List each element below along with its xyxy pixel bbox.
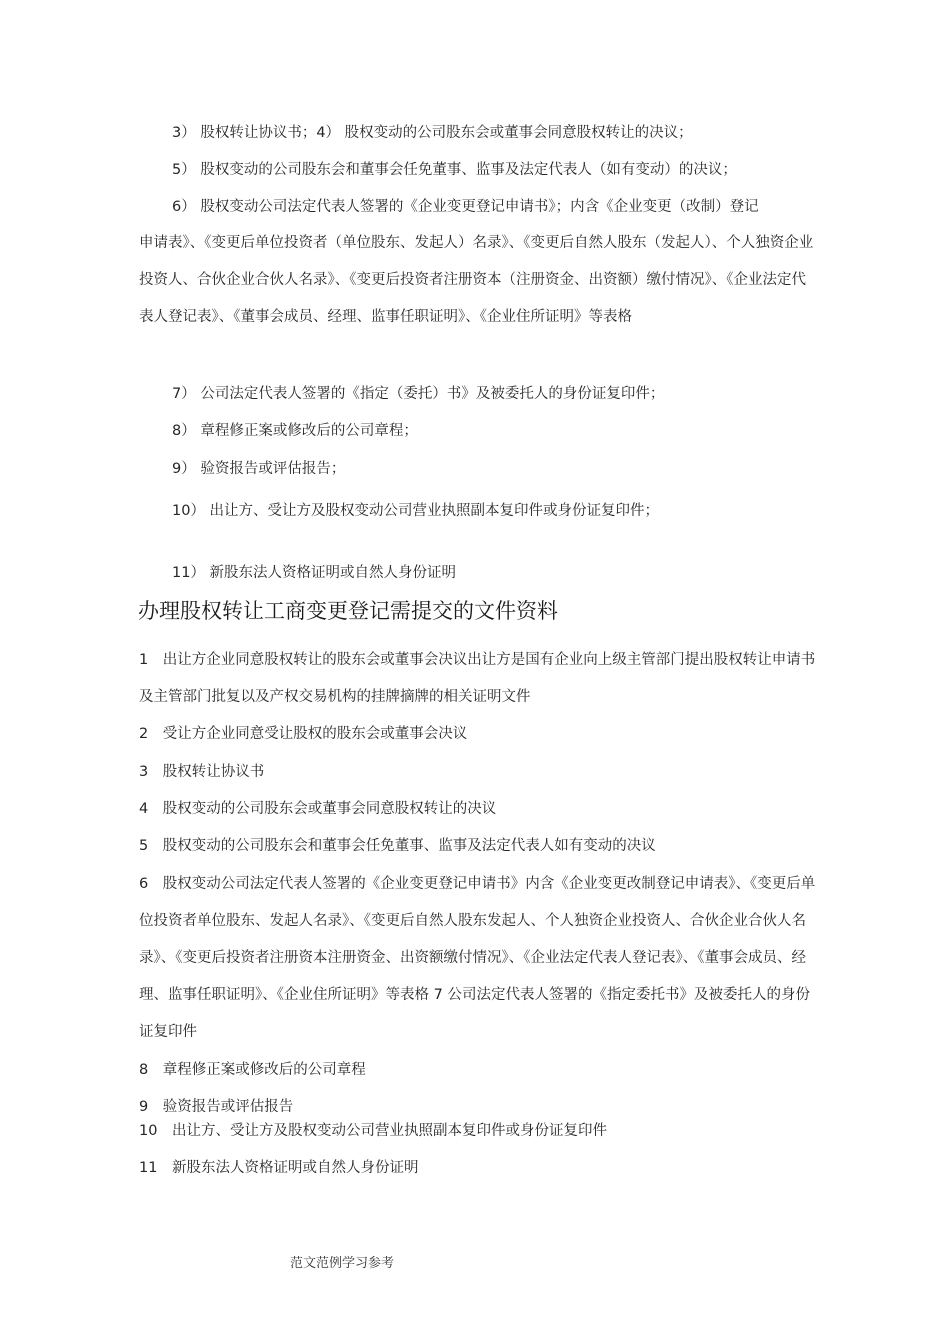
section-item-5: 5 股权变动的公司股东会和董事会任免董事、监事及法定代表人如有变动的决议 (139, 838, 656, 854)
list-item-11: 11） 新股东法人资格证明或自然人身份证明 (172, 565, 457, 581)
section-item-9: 9 验资报告或评估报告 (139, 1099, 294, 1115)
list-item-7: 7） 公司法定代表人签署的《指定（委托）书》及被委托人的身份证复印件； (172, 386, 665, 402)
section-item-10: 10 出让方、受让方及股权变动公司营业执照副本复印件或身份证复印件 (139, 1123, 607, 1139)
list-item-8: 8） 章程修正案或修改后的公司章程； (172, 423, 418, 439)
section-item-6-7: 6 股权变动公司法定代表人签署的《企业变更登记申请书》内含《企业变更改制登记申请表》、《变更后单位投资者单位股东、发起人名录》、《变更后自然人股东发起人、个人独资企业投资人、合伙企业合伙人名录》、《变更后投资者注册资本注册资金、出资额缴付情况》、《企业法定代表人登记表》、《董事会成员、经理、监事任职证明》、《企业住所证明》等表格 7 公司法定代表人签署的《指定委托书》及被委托人的身份证复印件 (139, 876, 816, 1040)
section-item-4: 4 股权变动的公司股东会或董事会同意股权转让的决议 (139, 801, 497, 817)
section-item-11: 11 新股东法人资格证明或自然人身份证明 (139, 1160, 419, 1176)
section-item-8: 8 章程修正案或修改后的公司章程 (139, 1062, 366, 1078)
list-item-5: 5） 股权变动的公司股东会和董事会任免董事、监事及法定代表人（如有变动）的决议； (172, 162, 737, 178)
list-item-6-first-line: 6） 股权变动公司法定代表人签署的《企业变更登记申请书》；内含《企业变更（改制）登记 (172, 199, 759, 215)
section-item-3: 3 股权转让协议书 (139, 764, 265, 780)
footer-text: 范文范例学习参考 (290, 1256, 395, 1271)
list-item-10: 10） 出让方、受让方及股权变动公司营业执照副本复印件或身份证复印件； (172, 503, 660, 519)
section-item-2: 2 受让方企业同意受让股权的股东会或董事会决议 (139, 726, 468, 742)
list-item-6-continuation: 申请表》、《变更后单位投资者（单位股东、发起人）名录》、《变更后自然人股东（发起人）、个人独资企业投资人、合伙企业合伙人名录》、《变更后投资者注册资本（注册资金、出资额）缴付情况》、《企业法定代表人登记表》、《董事会成员、经理、监事任职证明》、《企业住所证明》等表格 (139, 235, 814, 325)
section-heading: 办理股权转让工商变更登记需提交的文件资料 (138, 599, 558, 623)
list-item-3-4: 3） 股权转让协议书；4） 股权变动的公司股东会或董事会同意股权转让的决议； (172, 125, 693, 141)
section-item-1: 1 出让方企业同意股权转让的股东会或董事会决议出让方是国有企业向上级主管部门提出股权转让申请书及主管部门批复以及产权交易机构的挂牌摘牌的相关证明文件 (139, 652, 816, 705)
list-item-9: 9） 验资报告或评估报告； (172, 461, 346, 477)
